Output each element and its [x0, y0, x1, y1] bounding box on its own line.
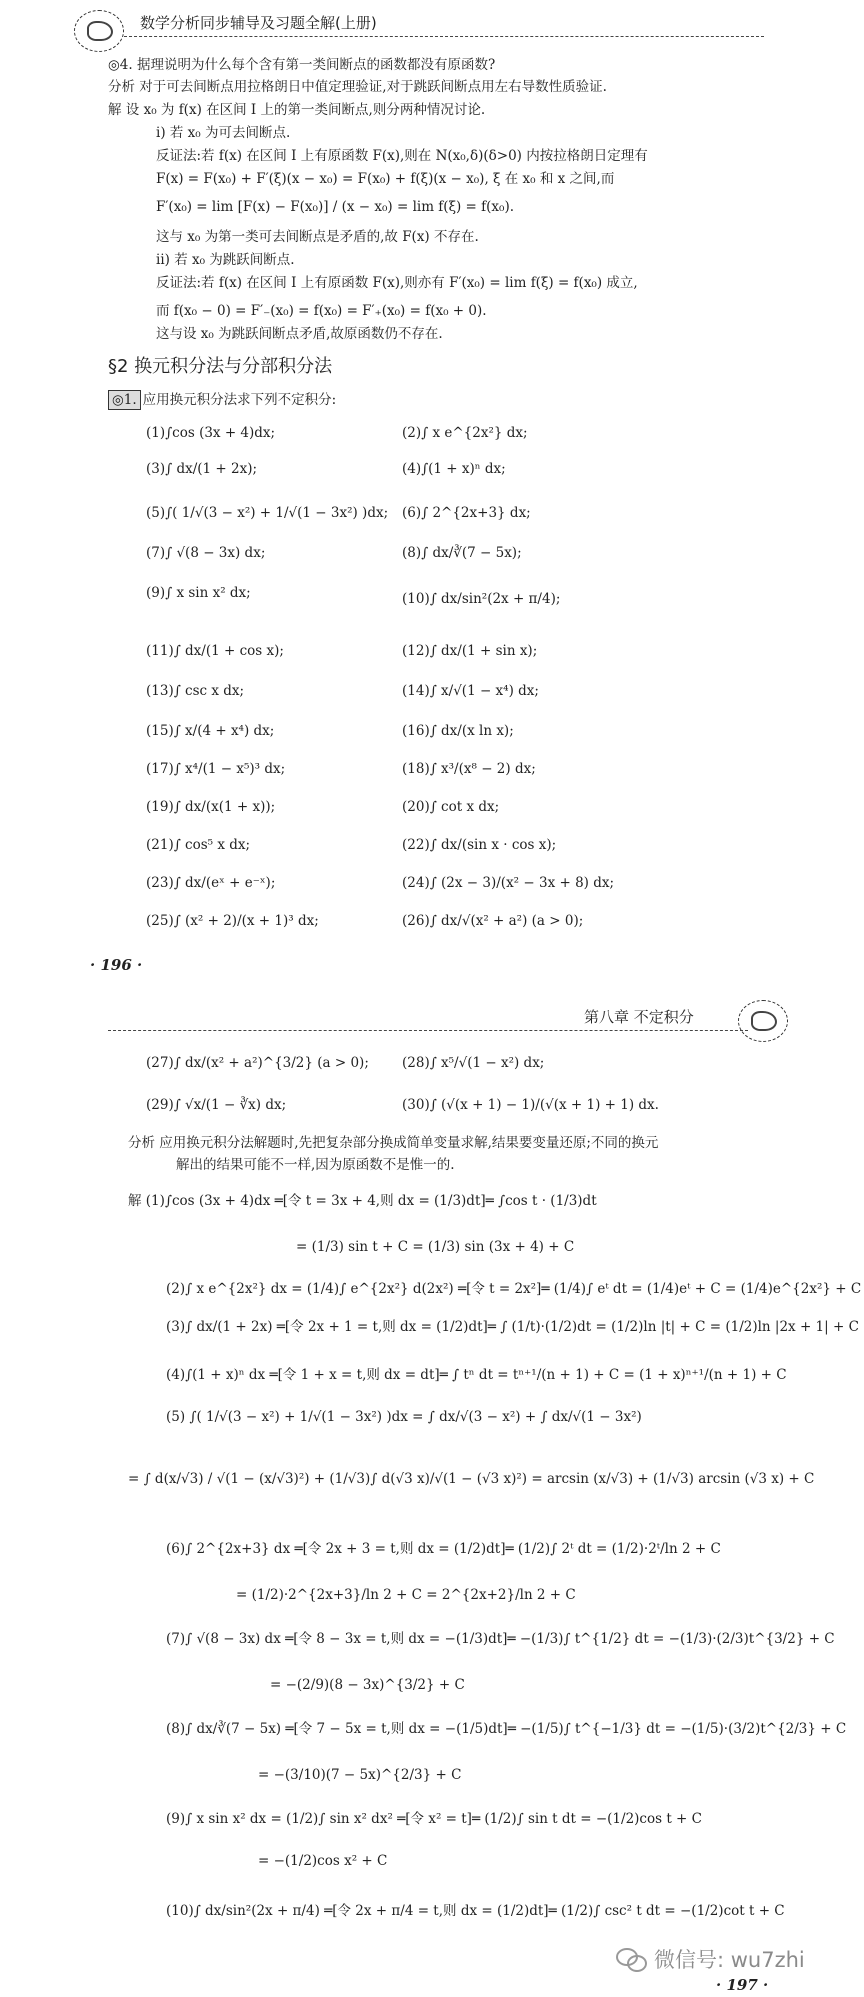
exercise-27: (27)∫ dx/(x² + a²)^{3/2} (a > 0);: [146, 1055, 369, 1071]
chapter-header: 第八章 不定积分: [584, 1008, 694, 1026]
exercise-13: (13)∫ csc x dx;: [146, 683, 245, 699]
page2-analysis: 分析 应用换元积分法解题时,先把复杂部分换成简单变量求解,结果要变量还原;不同的换元: [128, 1135, 659, 1151]
problem4-line2: ⅰ) 若 x₀ 为可去间断点.: [156, 125, 291, 141]
exercise-25: (25)∫ (x² + 2)/(x + 1)³ dx;: [146, 913, 319, 929]
problem4-line4: F(x) = F(x₀) + F′(ξ)(x − x₀) = F(x₀) + f(ξ)(x − x₀), ξ 在 x₀ 和 x 之间,而: [156, 171, 615, 187]
solution-8: (8)∫ dx/∛(7 − 5x) ═[令 7 − 5x = t,则 dx = −(1/5)dt]═ −(1/5)∫ t^{−1/3} dt = −(1/5)·(3/2)t^{2/3} + C: [166, 1721, 847, 1737]
exercise-21: (21)∫ cos⁵ x dx;: [146, 837, 251, 853]
solution-9-cont: = −(1/2)cos x² + C: [258, 1853, 388, 1869]
exercise-1: (1)∫cos (3x + 4)dx;: [146, 425, 276, 441]
exercise-8: (8)∫ dx/∛(7 − 5x);: [402, 545, 522, 561]
exercise-10: (10)∫ dx/sin²(2x + π/4);: [402, 591, 561, 607]
page-number-197: · 197 ·: [716, 1976, 769, 1994]
exercise-19: (19)∫ dx/(x(1 + x));: [146, 799, 276, 815]
exercise-23: (23)∫ dx/(eˣ + e⁻ˣ);: [146, 875, 276, 891]
exercise-16: (16)∫ dx/(x ln x);: [402, 723, 514, 739]
problem1-heading: [108, 390, 336, 410]
solution-3: (3)∫ dx/(1 + 2x) ═[令 2x + 1 = t,则 dx = (1/2)dt]═ ∫ (1/t)·(1/2)dt = (1/2)ln |t| + C = (1/2)ln |2x + 1| + C: [166, 1319, 859, 1335]
solution-5-cont: = ∫ d(x/√3) / √(1 − (x/√3)²) + (1/√3)∫ d(√3 x)/√(1 − (√3 x)²) = arcsin (x/√3) + (1/√3) arcsin (√3 x) + C: [128, 1471, 815, 1487]
header-divider: [124, 36, 764, 37]
solution-1-cont: = (1/3) sin t + C = (1/3) sin (3x + 4) + C: [296, 1239, 575, 1255]
exercise-15: (15)∫ x/(4 + x⁴) dx;: [146, 723, 275, 739]
problem4-line3: 反证法:若 f(x) 在区间 I 上有原函数 F(x),则在 N(x₀,δ)(δ>0) 内按拉格朗日定理有: [156, 148, 648, 164]
solution-9: (9)∫ x sin x² dx = (1/2)∫ sin x² dx² ═[令 x² = t]═ (1/2)∫ sin t dt = −(1/2)cos t + C: [166, 1811, 702, 1827]
section-title: §2 换元积分法与分部积分法: [108, 356, 333, 377]
page-number-196: · 196 ·: [90, 956, 143, 974]
exercise-4: (4)∫(1 + x)ⁿ dx;: [402, 461, 506, 477]
exercise-5: (5)∫( 1/√(3 − x²) + 1/√(1 − 3x²) )dx;: [146, 505, 389, 521]
exercise-18: (18)∫ x³/(x⁸ − 2) dx;: [402, 761, 536, 777]
problem4-line1: 解 设 x₀ 为 f(x) 在区间 I 上的第一类间断点,则分两种情况讨论.: [108, 102, 486, 118]
exercise-30: (30)∫ (√(x + 1) − 1)/(√(x + 1) + 1) dx.: [402, 1097, 659, 1113]
problem4-line8: 反证法:若 f(x) 在区间 I 上有原函数 F(x),则亦有 F′(x₀) = lim f(ξ) = f(x₀) 成立,: [156, 275, 638, 291]
header-emblem-icon: [74, 10, 124, 52]
header-book-title: 数学分析同步辅导及习题全解(上册): [140, 14, 377, 32]
solution-10: (10)∫ dx/sin²(2x + π/4) ═[令 2x + π/4 = t,则 dx = (1/2)dt]═ (1/2)∫ csc² t dt = −(1/2)cot t + C: [166, 1903, 785, 1919]
exercise-20: (20)∫ cot x dx;: [402, 799, 500, 815]
wechat-icon: [616, 1944, 650, 1972]
problem4-title: ◎4. 据理说明为什么每个含有第一类间断点的函数都没有原函数?: [108, 57, 496, 73]
page2-analysis-cont: 解出的结果可能不一样,因为原函数不是惟一的.: [176, 1157, 455, 1173]
exercise-26: (26)∫ dx/√(x² + a²) (a > 0);: [402, 913, 584, 929]
problem4-analysis: 分析 对于可去间断点用拉格朗日中值定理验证,对于跳跃间断点用左右导数性质验证.: [108, 79, 607, 95]
header2-divider: [108, 1030, 748, 1031]
exercise-29: (29)∫ √x/(1 − ∛x) dx;: [146, 1097, 287, 1113]
wechat-watermark: 微信号: wu7zhi: [654, 1948, 805, 1972]
problem4-line6: 这与 x₀ 为第一类可去间断点是矛盾的,故 F(x) 不存在.: [156, 229, 479, 245]
problem4-line9: 而 f(x₀ − 0) = F′₋(x₀) = f(x₀) = F′₊(x₀) = f(x₀ + 0).: [156, 303, 487, 319]
exercise-14: (14)∫ x/√(1 − x⁴) dx;: [402, 683, 539, 699]
problem1-label: ◎1.: [108, 390, 141, 410]
exercise-12: (12)∫ dx/(1 + sin x);: [402, 643, 538, 659]
exercise-11: (11)∫ dx/(1 + cos x);: [146, 643, 284, 659]
solution-6: (6)∫ 2^{2x+3} dx ═[令 2x + 3 = t,则 dx = (1/2)dt]═ (1/2)∫ 2ᵗ dt = (1/2)·2ᵗ/ln 2 + C: [166, 1541, 721, 1557]
exercise-3: (3)∫ dx/(1 + 2x);: [146, 461, 258, 477]
solution-2: (2)∫ x e^{2x²} dx = (1/4)∫ e^{2x²} d(2x²) ═[令 t = 2x²]═ (1/4)∫ eᵗ dt = (1/4)eᵗ + C = (1/4)e^{2x²} + C: [166, 1281, 862, 1297]
solution-7: (7)∫ √(8 − 3x) dx ═[令 8 − 3x = t,则 dx = −(1/3)dt]═ −(1/3)∫ t^{1/2} dt = −(1/3)·(2/3)t^{3/2} + C: [166, 1631, 835, 1647]
solution-6-cont: = (1/2)·2^{2x+3}/ln 2 + C = 2^{2x+2}/ln 2 + C: [236, 1587, 576, 1603]
problem4-line7: ⅱ) 若 x₀ 为跳跃间断点.: [156, 252, 295, 268]
problem1-title: 应用换元积分法求下列不定积分:: [142, 392, 337, 408]
solution-1: 解 (1)∫cos (3x + 4)dx ═[令 t = 3x + 4,则 dx = (1/3)dt]═ ∫cos t · (1/3)dt: [128, 1193, 597, 1209]
problem4-line5: F′(x₀) = lim [F(x) − F(x₀)] / (x − x₀) = lim f(ξ) = f(x₀).: [156, 199, 515, 215]
exercise-9: (9)∫ x sin x² dx;: [146, 585, 251, 601]
exercise-6: (6)∫ 2^{2x+3} dx;: [402, 505, 531, 521]
header2-emblem-icon: [738, 1000, 788, 1042]
solution-4: (4)∫(1 + x)ⁿ dx ═[令 1 + x = t,则 dx = dt]═ ∫ tⁿ dt = tⁿ⁺¹/(n + 1) + C = (1 + x)ⁿ⁺¹/(n + 1) + C: [166, 1367, 787, 1383]
exercise-2: (2)∫ x e^{2x²} dx;: [402, 425, 528, 441]
exercise-22: (22)∫ dx/(sin x · cos x);: [402, 837, 557, 853]
solution-7-cont: = −(2/9)(8 − 3x)^{3/2} + C: [270, 1677, 465, 1693]
solution-8-cont: = −(3/10)(7 − 5x)^{2/3} + C: [258, 1767, 462, 1783]
exercise-17: (17)∫ x⁴/(1 − x⁵)³ dx;: [146, 761, 286, 777]
exercise-28: (28)∫ x⁵/√(1 − x²) dx;: [402, 1055, 545, 1071]
exercise-7: (7)∫ √(8 − 3x) dx;: [146, 545, 266, 561]
problem4-line10: 这与设 x₀ 为跳跃间断点矛盾,故原函数仍不存在.: [156, 326, 443, 342]
solution-5: (5) ∫( 1/√(3 − x²) + 1/√(1 − 3x²) )dx = ∫ dx/√(3 − x²) + ∫ dx/√(1 − 3x²): [166, 1409, 642, 1425]
exercise-24: (24)∫ (2x − 3)/(x² − 3x + 8) dx;: [402, 875, 615, 891]
